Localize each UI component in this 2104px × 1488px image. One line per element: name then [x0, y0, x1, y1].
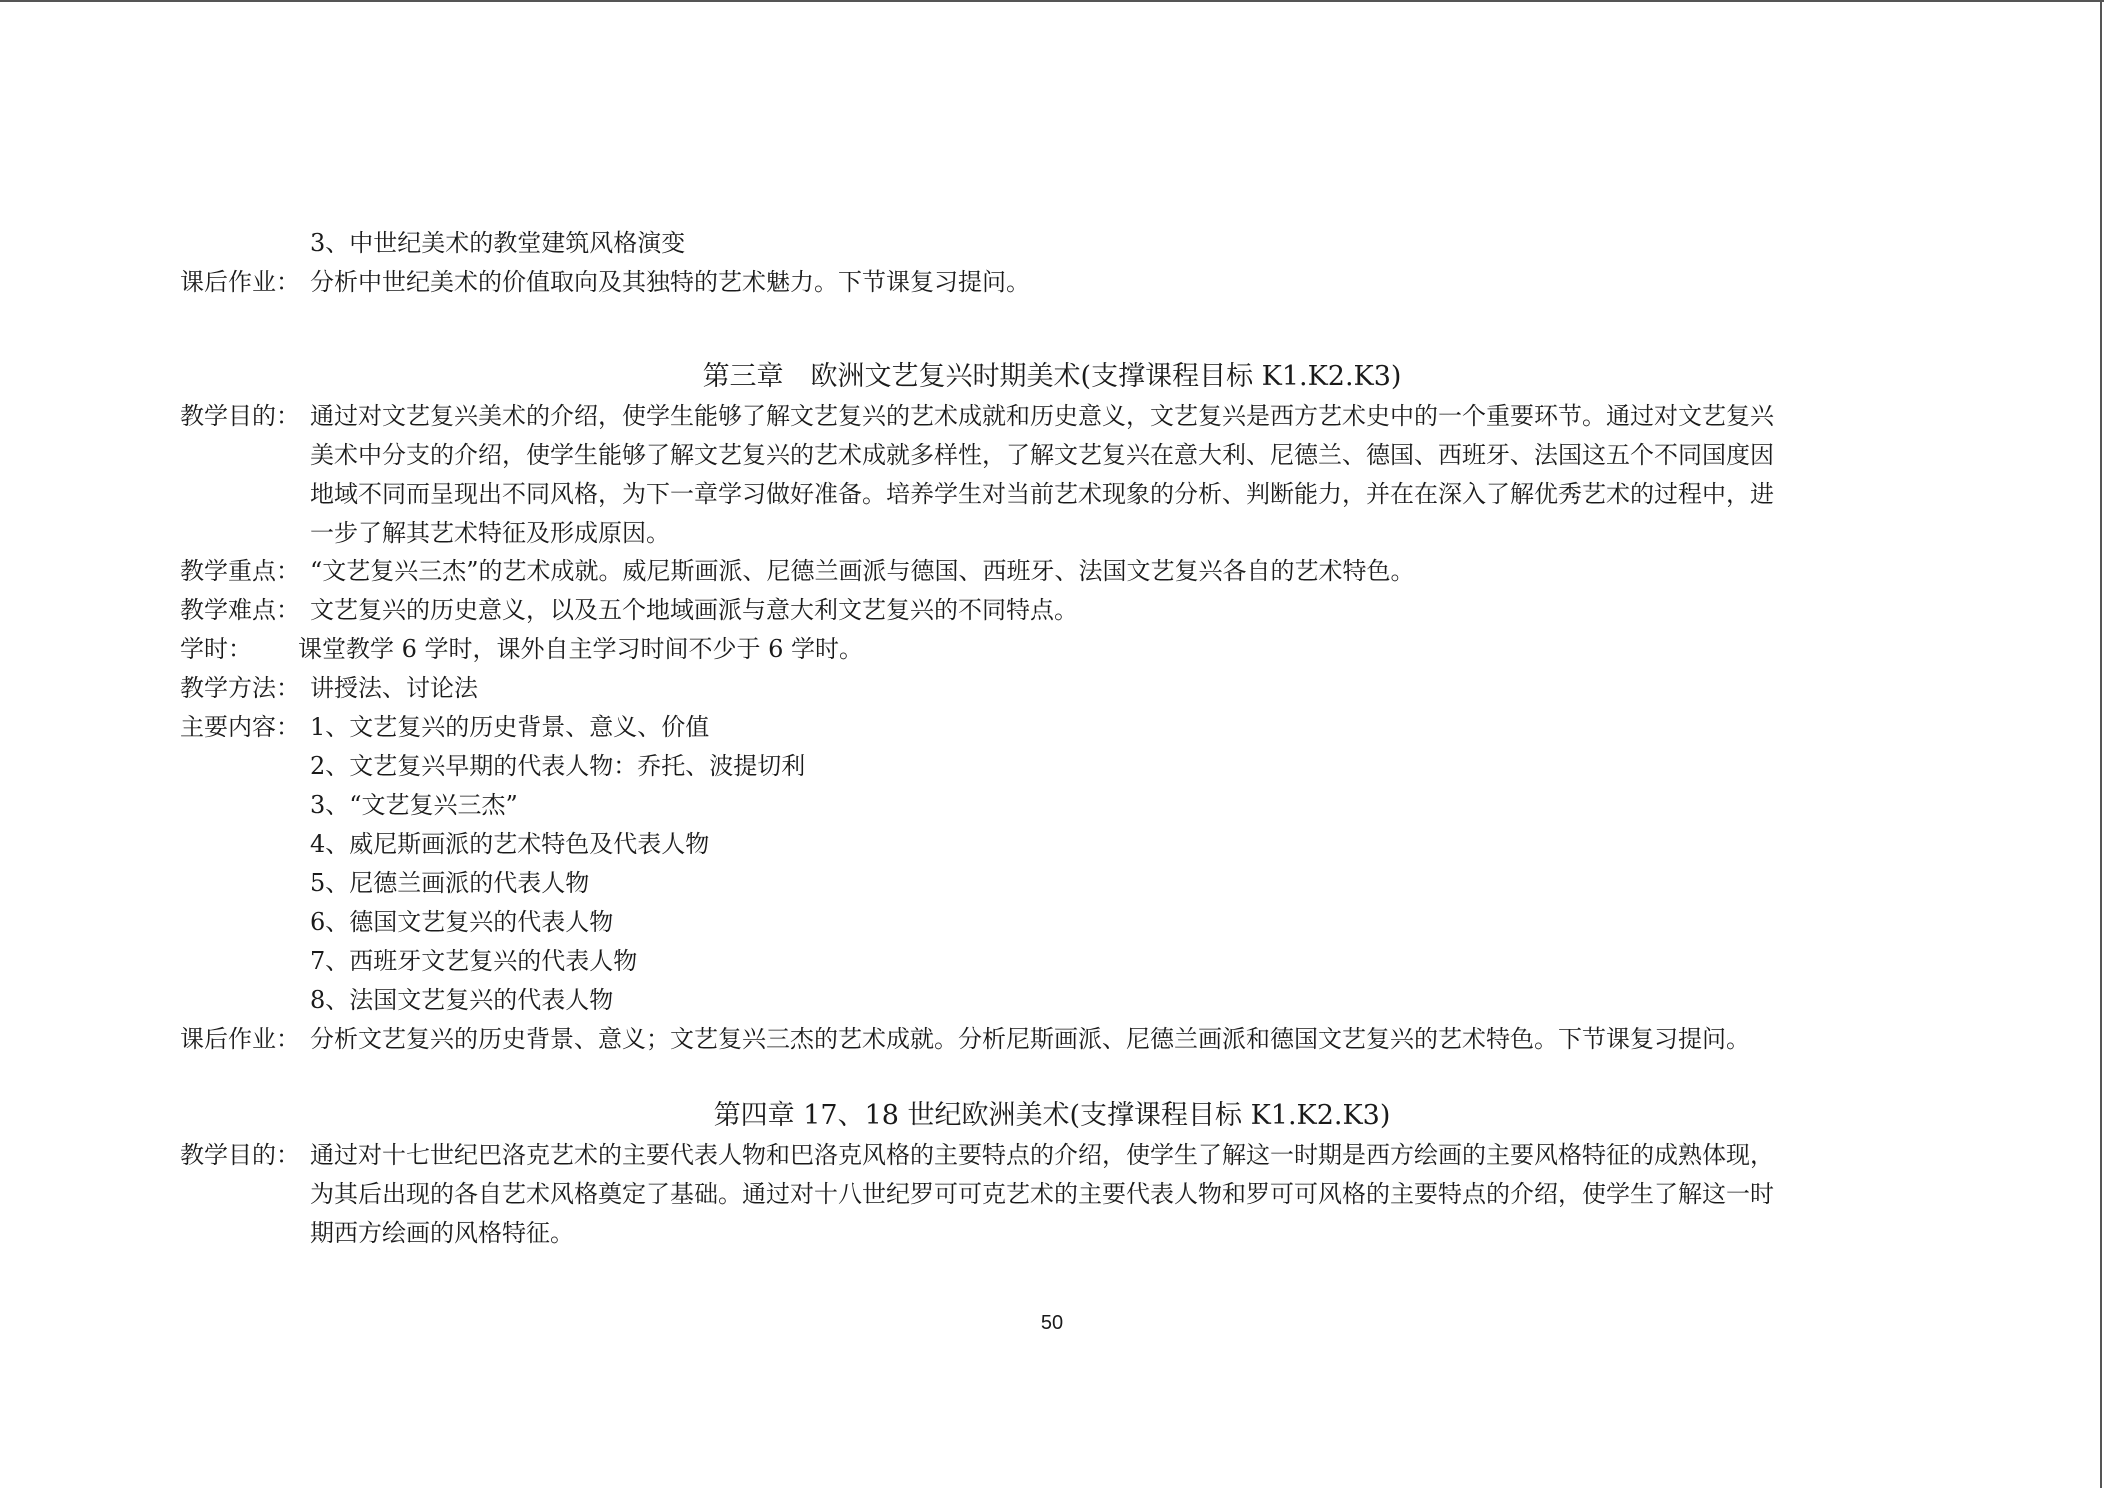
- objective-line: 一步了解其艺术特征及形成原因。: [310, 519, 670, 547]
- content-item: 2、文艺复兴早期的代表人物：乔托、波提切利: [310, 752, 806, 780]
- content-item: 7、西班牙文艺复兴的代表人物: [310, 947, 638, 975]
- hours-label: 学时：: [180, 635, 252, 663]
- objective-label: 教学目的：: [180, 402, 300, 430]
- content-item: 8、法国文艺复兴的代表人物: [310, 986, 614, 1014]
- difficulties-text: 文艺复兴的历史意义，以及五个地域画派与意大利文艺复兴的不同特点。: [310, 596, 1078, 624]
- homework-text: 分析中世纪美术的价值取向及其独特的艺术魅力。下节课复习提问。: [310, 268, 1030, 296]
- content-item: 5、尼德兰画派的代表人物: [310, 869, 590, 897]
- content-item: 3、“文艺复兴三杰”: [310, 791, 518, 819]
- content-label: 主要内容：: [180, 713, 300, 741]
- objective-line: 期西方绘画的风格特征。: [310, 1219, 574, 1247]
- key-points-text: “文艺复兴三杰”的艺术成就。威尼斯画派、尼德兰画派与德国、西班牙、法国文艺复兴各自的艺术特色。: [310, 557, 1415, 585]
- methods-label: 教学方法：: [180, 674, 300, 702]
- homework-label: 课后作业：: [180, 268, 300, 296]
- key-points-label: 教学重点：: [180, 557, 300, 585]
- objective-line: 美术中分支的介绍，使学生能够了解文艺复兴的艺术成就多样性，了解文艺复兴在意大利、尼德兰、德国、西班牙、法国这五个不同国度因: [310, 441, 1774, 469]
- objective-line: 通过对文艺复兴美术的介绍，使学生能够了解文艺复兴的艺术成就和历史意义，文艺复兴是西方艺术史中的一个重要环节。通过对文艺复兴: [310, 402, 1774, 430]
- chapter-4-title: 第四章 17、18 世纪欧洲美术(支撑课程目标 K1.K2.K3): [713, 1100, 1391, 1131]
- content-item: 3、中世纪美术的教堂建筑风格演变: [310, 229, 686, 257]
- content-item: 4、威尼斯画派的艺术特色及代表人物: [310, 830, 710, 858]
- page-top-border: [0, 0, 2104, 2]
- page-right-border: [2100, 0, 2102, 1488]
- content-item: 1、文艺复兴的历史背景、意义、价值: [310, 713, 710, 741]
- homework-label: 课后作业：: [180, 1025, 300, 1053]
- objective-line: 地域不同而呈现出不同风格，为下一章学习做好准备。培养学生对当前艺术现象的分析、判断能力，并在在深入了解优秀艺术的过程中，进: [310, 480, 1774, 508]
- difficulties-label: 教学难点：: [180, 596, 300, 624]
- page-number: 50: [1040, 1312, 1064, 1334]
- chapter-3-title: 第三章 欧洲文艺复兴时期美术(支撑课程目标 K1.K2.K3): [702, 361, 1402, 392]
- homework-text: 分析文艺复兴的历史背景、意义；文艺复兴三杰的艺术成就。分析尼斯画派、尼德兰画派和德国文艺复兴的艺术特色。下节课复习提问。: [310, 1025, 1750, 1053]
- objective-line: 为其后出现的各自艺术风格奠定了基础。通过对十八世纪罗可可克艺术的主要代表人物和罗可可风格的主要特点的介绍，使学生了解这一时: [310, 1180, 1774, 1208]
- hours-text: 课堂教学 6 学时，课外自主学习时间不少于 6 学时。: [298, 635, 864, 663]
- methods-text: 讲授法、讨论法: [310, 674, 478, 702]
- content-item: 6、德国文艺复兴的代表人物: [310, 908, 614, 936]
- objective-line: 通过对十七世纪巴洛克艺术的主要代表人物和巴洛克风格的主要特点的介绍，使学生了解这一时期是西方绘画的主要风格特征的成熟体现，: [310, 1141, 1774, 1169]
- objective-label: 教学目的：: [180, 1141, 300, 1169]
